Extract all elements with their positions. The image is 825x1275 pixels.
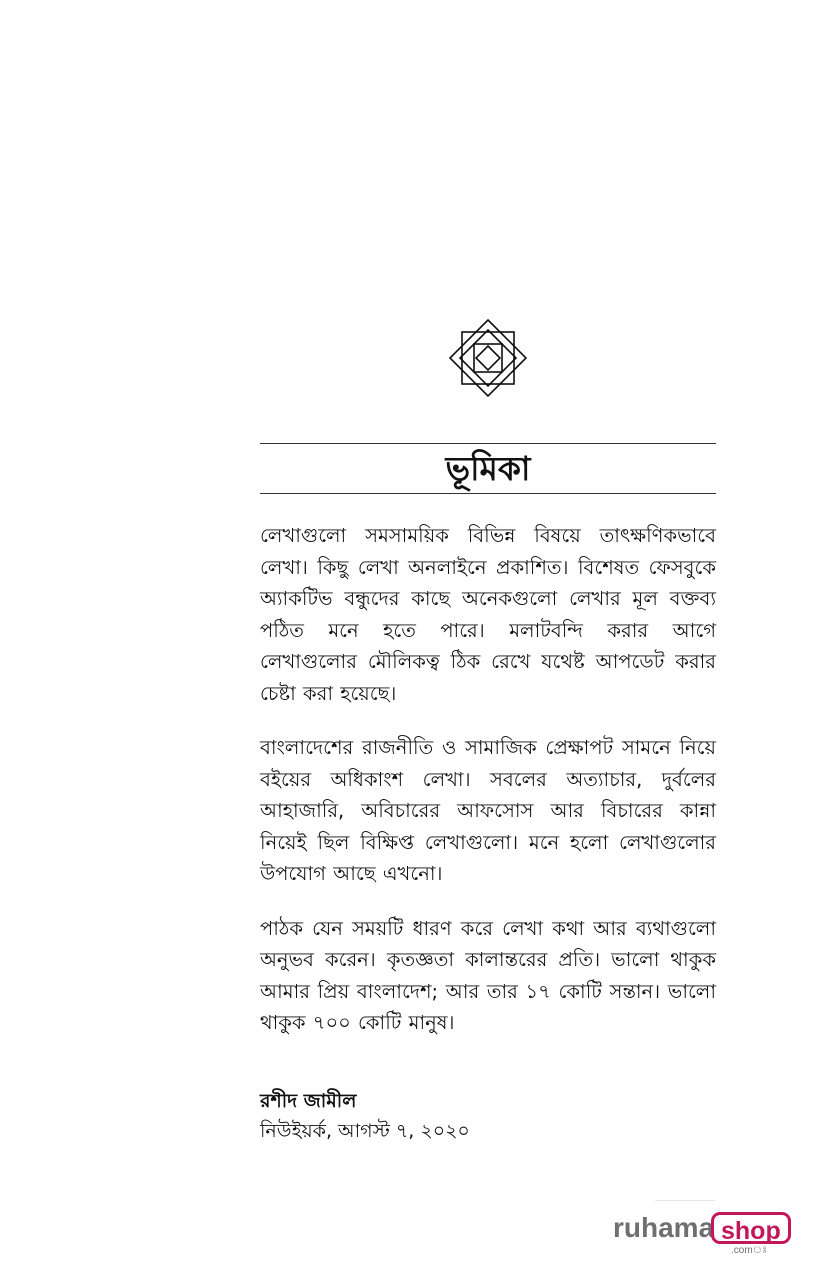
title-top-rule [260,443,716,444]
logo-domain: .comঃ [731,1245,768,1256]
watermark-divider [655,1200,715,1201]
logo-bubble: shop [711,1212,791,1244]
place-date: নিউইয়র্ক, আগস্ট ৭, ২০২০ [260,1120,470,1142]
page-title: ভূমিকা [445,449,531,488]
logo-word: ruhama [613,1212,715,1243]
title-bottom-rule [260,493,716,494]
nested-square-ornament-icon [448,318,528,398]
author-name: রশীদ জামীল [260,1090,357,1112]
paragraph-3: পাঠক যেন সময়টি ধারণ করে লেখা কথা আর ব্যথাগুলো অনুভব করেন। কৃতজ্ঞতা কালান্তরের প্রতি। ভালো থাকুক আমার প্রিয় বাংলাদেশ; আর তার ১৭ কোটি সন্তান। ভালো থাকুক ৭০০ কোটি মানুষ। [260,916,716,1034]
preface-body [260,520,716,1062]
ruhamashop-watermark-logo [613,1208,783,1258]
paragraph-2: বাংলাদেশের রাজনীতি ও সামাজিক প্রেক্ষাপট সামনে নিয়ে বইয়ের অধিকাংশ লেখা। সবলের অত্যাচার, দুর্বলের আহাজারি, অবিচারের আফসোস আর বিচারের কান্না নিয়েই ছিল বিক্ষিপ্ত লেখাগুলো। মনে হলো লেখাগুলোর উপযোগ আছে এখনো। [260,736,716,885]
signature-block [260,1086,716,1146]
paragraph-1: লেখাগুলো সমসাময়িক বিভিন্ন বিষয়ে তাৎক্ষণিকভাবে লেখা। কিছু লেখা অনলাইনে প্রকাশিত। বিশেষত ফেসবুকে অ্যাকটিভ বন্ধুদের কাছে অনেকগুলো লেখার মূল বক্তব্য পঠিত মনে হতে পারে। মলাটবন্দি করার আগে লেখাগুলোর মৌলিকত্ব ঠিক রেখে যথেষ্ট আপডেট করার চেষ্টা করা হয়েছে। [260,524,716,705]
